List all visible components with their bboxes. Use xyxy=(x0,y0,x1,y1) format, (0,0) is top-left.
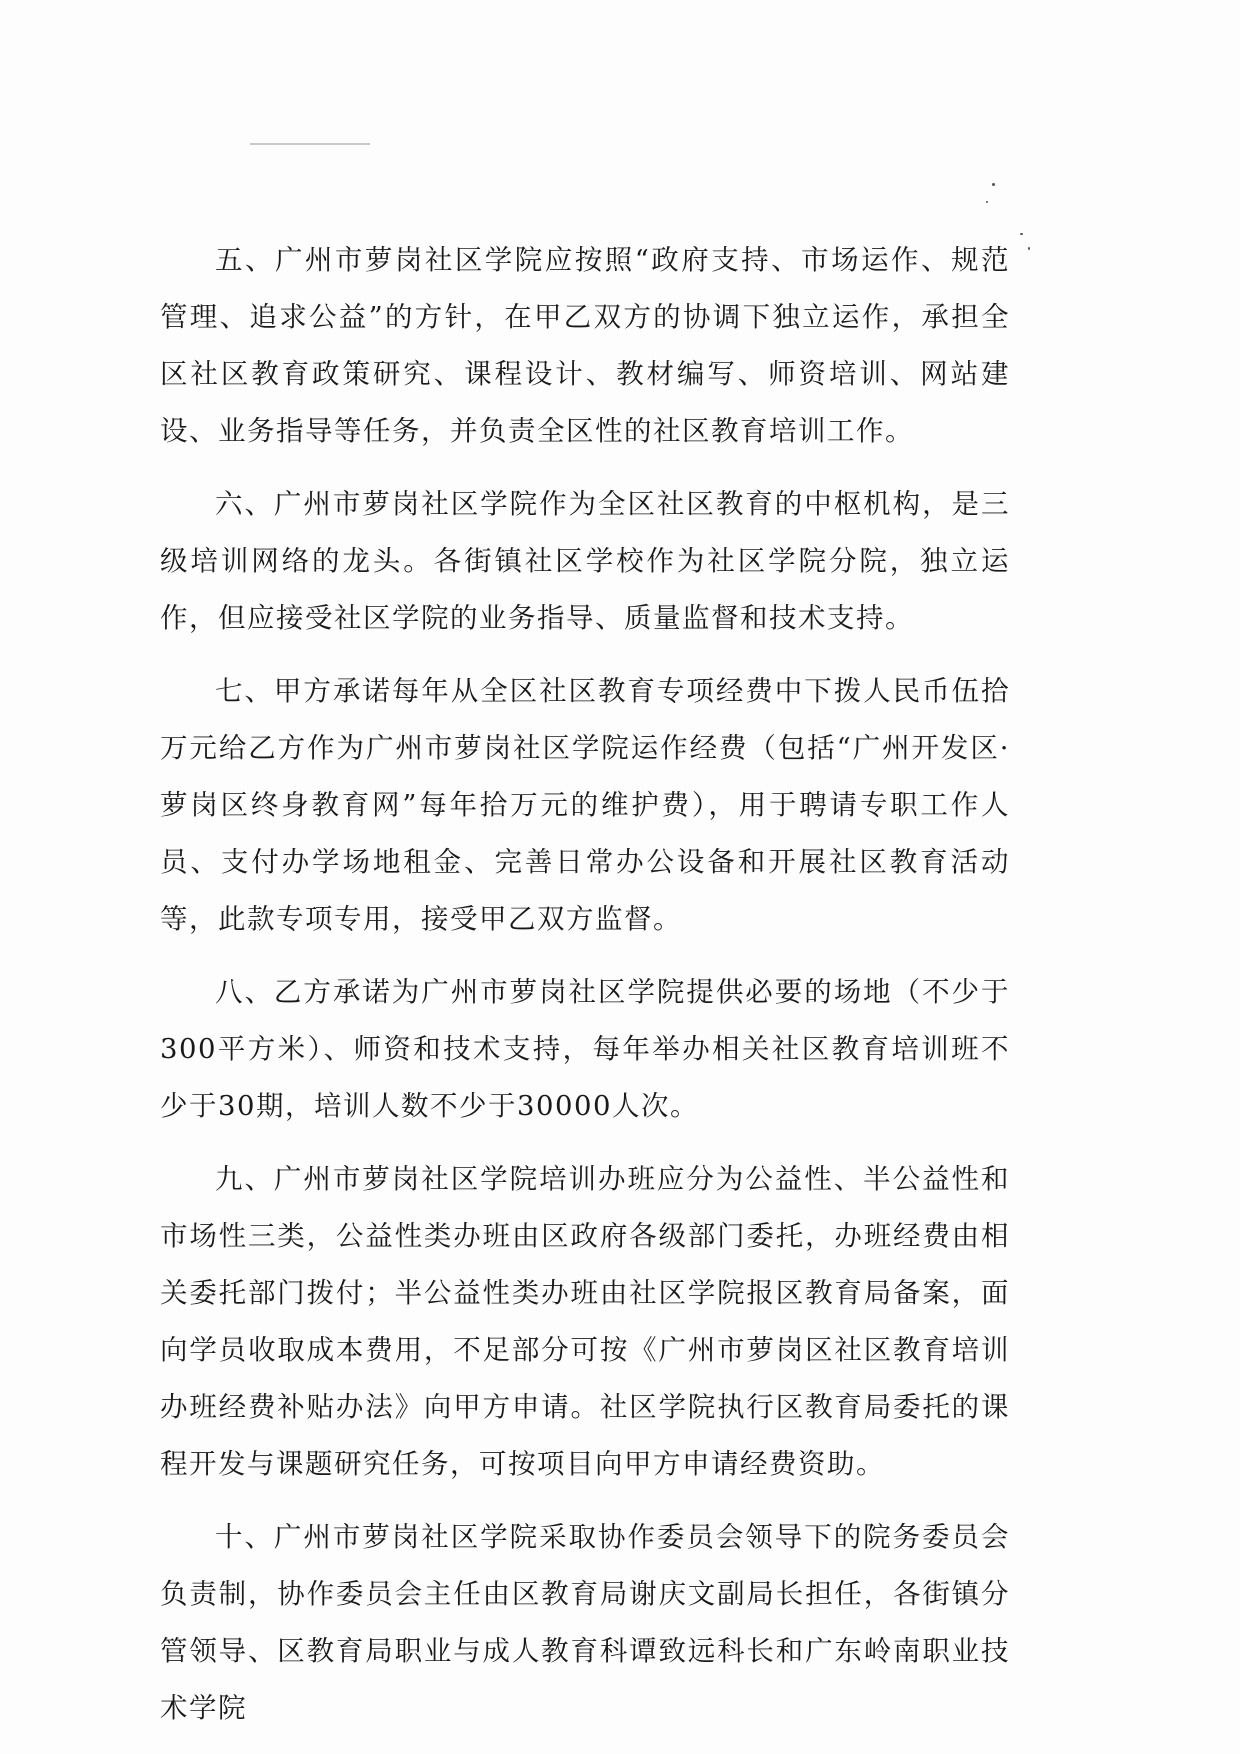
scan-mark-line xyxy=(250,143,370,145)
clause-6: 六、广州市萝岗社区学院作为全区社区教育的中枢机构，是三级培训网络的龙头。各街镇社区学校作为社区学院分院，独立运作，但应接受社区学院的业务指导、质量监督和技术支持。 xyxy=(160,488,1010,634)
clause-9: 九、广州市萝岗社区学院培训办班应分为公益性、半公益性和市场性三类，公益性类办班由区政府各级部门委托，办班经费由相关委托部门拨付；半公益性类办班由社区学院报区教育局备案，面向学员收取成本费用，不足部分可按《广州市萝岗区社区教育培训办班经费补贴办法》向甲方申请。社区学院执行区教育局委托的课程开发与课题研究任务，可按项目向甲方申请经费资助。 xyxy=(160,1163,1010,1480)
clause-10: 十、广州市萝岗社区学院采取协作委员会领导下的院务委员会负责制，协作委员会主任由区教育局谢庆文副局长担任，各街镇分管领导、区教育局职业与成人教育科谭致远科长和广东岭南职业技术学院 xyxy=(160,1521,1010,1724)
clause-5: 五、广州市萝岗社区学院应按照“政府支持、市场运作、规范管理、追求公益”的方针，在甲乙双方的协调下独立运作，承担全区社区教育政策研究、课程设计、教材编写、师资培训、网站建设、业务指导等任务，并负责全区性的社区教育培训工作。 xyxy=(160,244,1010,447)
clause-7: 七、甲方承诺每年从全区社区教育专项经费中下拨人民币伍拾万元给乙方作为广州市萝岗社区学院运作经费（包括“广州开发区·萝岗区终身教育网”每年拾万元的维护费），用于聘请专职工作人员、支付办学场地租金、完善日常办公设备和开展社区教育活动等，此款专项专用，接受甲乙双方监督。 xyxy=(160,675,1010,935)
clause-8: 八、乙方承诺为广州市萝岗社区学院提供必要的场地（不少于300平方米）、师资和技术支持，每年举办相关社区教育培训班不少于30期，培训人数不少于30000人次。 xyxy=(160,976,1010,1122)
document-body xyxy=(160,232,1010,1753)
